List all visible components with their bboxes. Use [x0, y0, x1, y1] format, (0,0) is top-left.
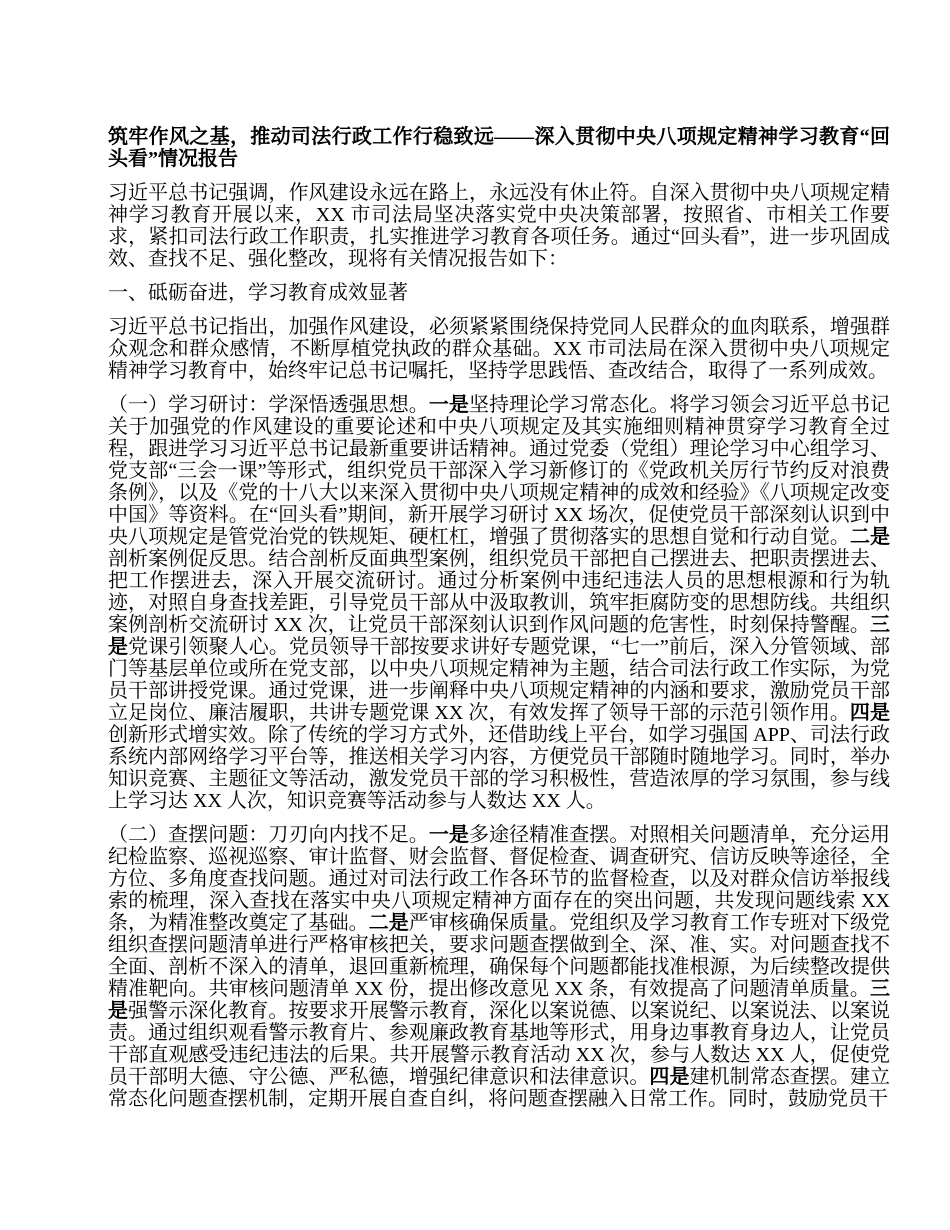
- text-run: 强警示深化教育。按要求开展警示教育，深化以案说德、以案说纪、以案说法、以案说责。通过组织观看警示教育片、参观廉政教育基地等形式，用身边事教育身边人，让党员干部直观感受违纪违法的后果。共开展警示教育活动 XX 次，参与人数达 XX 人，促使党员干部明大德、守公德、严私德，增强纪律意识和法律意识。: [108, 1000, 891, 1088]
- document-title: [108, 126, 890, 170]
- text-run: 一、砥砺奋进，学习教育成效显著: [108, 282, 408, 304]
- document-body: [108, 126, 890, 1110]
- text-run: 严审核确保质量。党组织及学习教育工作专班对下级党组织查摆问题清单进行严格审核把关，要求问题查摆做到全、深、准、实。对问题查找不全面、剖析不深入的清单，退回重新梳理，确保每个问题都能找准根源，为后续整改提供精准靶向。共审核问题清单 XX 份，提出修改意见 XX 条，有效提高了问题清单质量。: [108, 912, 891, 1000]
- text-run: 建机制常态查摆。建立常态化问题查摆机制，定期开展自查自纠，将问题查摆融入日常工作。同时，鼓励党员干: [108, 1066, 891, 1110]
- bold-text-run: 三是: [108, 978, 890, 1022]
- bold-text-run: 四是: [649, 1066, 690, 1088]
- paragraph-3: [108, 316, 890, 382]
- text-run: 习近平总书记指出，加强作风建设，必须紧紧围绕保持党同人民群众的血肉联系，增强群众观念和群众感情，不断厚植党执政的群众基础。XX 市司法局在深入贯彻中央八项规定精神学习教育中，始终牢记总书记嘱托，坚持学思践悟、查改结合，取得了一系列成效。: [108, 316, 890, 382]
- bold-text-run: 筑牢作风之基，推动司法行政工作行稳致远——深入贯彻中央八项规定精神学习教育“回头看”情况报告: [108, 126, 890, 170]
- text-run: 创新形式增实效。除了传统的学习方式外，还借助线上平台，如学习强国 APP、司法行政系统内部网络学习平台等，推送相关学习内容，方便党员干部随时随地学习。同时，举办知识竞赛、主题征文等活动，激发党员干部的学习积极性，营造浓厚的学习氛围，参与线上学习达 XX 人次，知识竞赛等活动参与人数达 XX 人。: [108, 724, 890, 812]
- paragraph-4: [108, 394, 890, 812]
- bold-text-run: 四是: [849, 702, 891, 724]
- paragraph-1: [108, 182, 890, 270]
- section-heading: [108, 282, 890, 304]
- text-run: 习近平总书记强调，作风建设永远在路上，永远没有休止符。自深入贯彻中央八项规定精神学习教育开展以来，XX 市司法局坚决落实党中央决策部署，按照省、市相关工作要求，紧扣司法行政工作职责，扎实推进学习教育各项任务。通过“回头看”，进一步巩固成效、查找不足、强化整改，现将有关情况报告如下：: [108, 182, 890, 270]
- text-run: 坚持理论学习常态化。将学习领会习近平总书记关于加强党的作风建设的重要论述和中央八项规定及其实施细则精神贯穿学习教育全过程，跟进学习习近平总书记最新重要讲话精神。通过党委（党组）理论学习中心组学习、党支部“三会一课”等形式，组织党员干部深入学习新修订的《党政机关厉行节约反对浪费条例》，以及《党的十八大以来深入贯彻中央八项规定精神的成效和经验》《八项规定改变中国》等资料。在“回头看”期间，新开展学习研讨 XX 场次，促使党员干部深刻认识到中央八项规定是管党治党的铁规矩、硬杠杠，增强了贯彻落实的思想自觉和行动自觉。: [108, 394, 891, 548]
- text-run: （二）查摆问题：刀刃向内找不足。: [108, 824, 429, 846]
- text-run: 多途径精准查摆。对照相关问题清单，充分运用纪检监察、巡视巡察、审计监督、财会监督、督促检查、调查研究、信访反映等途径，全方位、多角度查找问题。通过对司法行政工作各环节的监督检查，以及对群众信访举报线索的梳理，深入查找在落实中央八项规定精神方面存在的突出问题，共发现问题线索 XX 条，为精准整改奠定了基础。: [108, 824, 891, 934]
- text-run: （一）学习研讨：学深悟透强思想。: [108, 394, 429, 416]
- text-run: 党课引领聚人心。党员领导干部按要求讲好专题党课，“七一”前后，深入分管领域、部门等基层单位或所在党支部，以中央八项规定精神为主题，结合司法行政工作实际，为党员干部讲授党课。通过党课，进一步阐释中央八项规定精神的内涵和要求，激励党员干部立足岗位、廉洁履职，共讲专题党课 XX 次，有效发挥了领导干部的示范引领作用。: [108, 636, 890, 724]
- bold-text-run: 三是: [108, 614, 890, 658]
- bold-text-run: 二是: [368, 912, 409, 934]
- bold-text-run: 二是: [849, 526, 891, 548]
- bold-text-run: 一是: [428, 824, 469, 846]
- paragraph-5: [108, 824, 890, 1110]
- text-run: 剖析案例促反思。结合剖析反面典型案例，组织党员干部把自己摆进去、把职责摆进去、把工作摆进去，深入开展交流研讨。通过分析案例中违纪违法人员的思想根源和行为轨迹，对照自身查找差距，引导党员干部从中汲取教训，筑牢拒腐防变的思想防线。共组织案例剖析交流研讨 XX 次，让党员干部深刻认识到作风问题的危害性，时刻保持警醒。: [108, 548, 890, 636]
- bold-text-run: 一是: [428, 394, 469, 416]
